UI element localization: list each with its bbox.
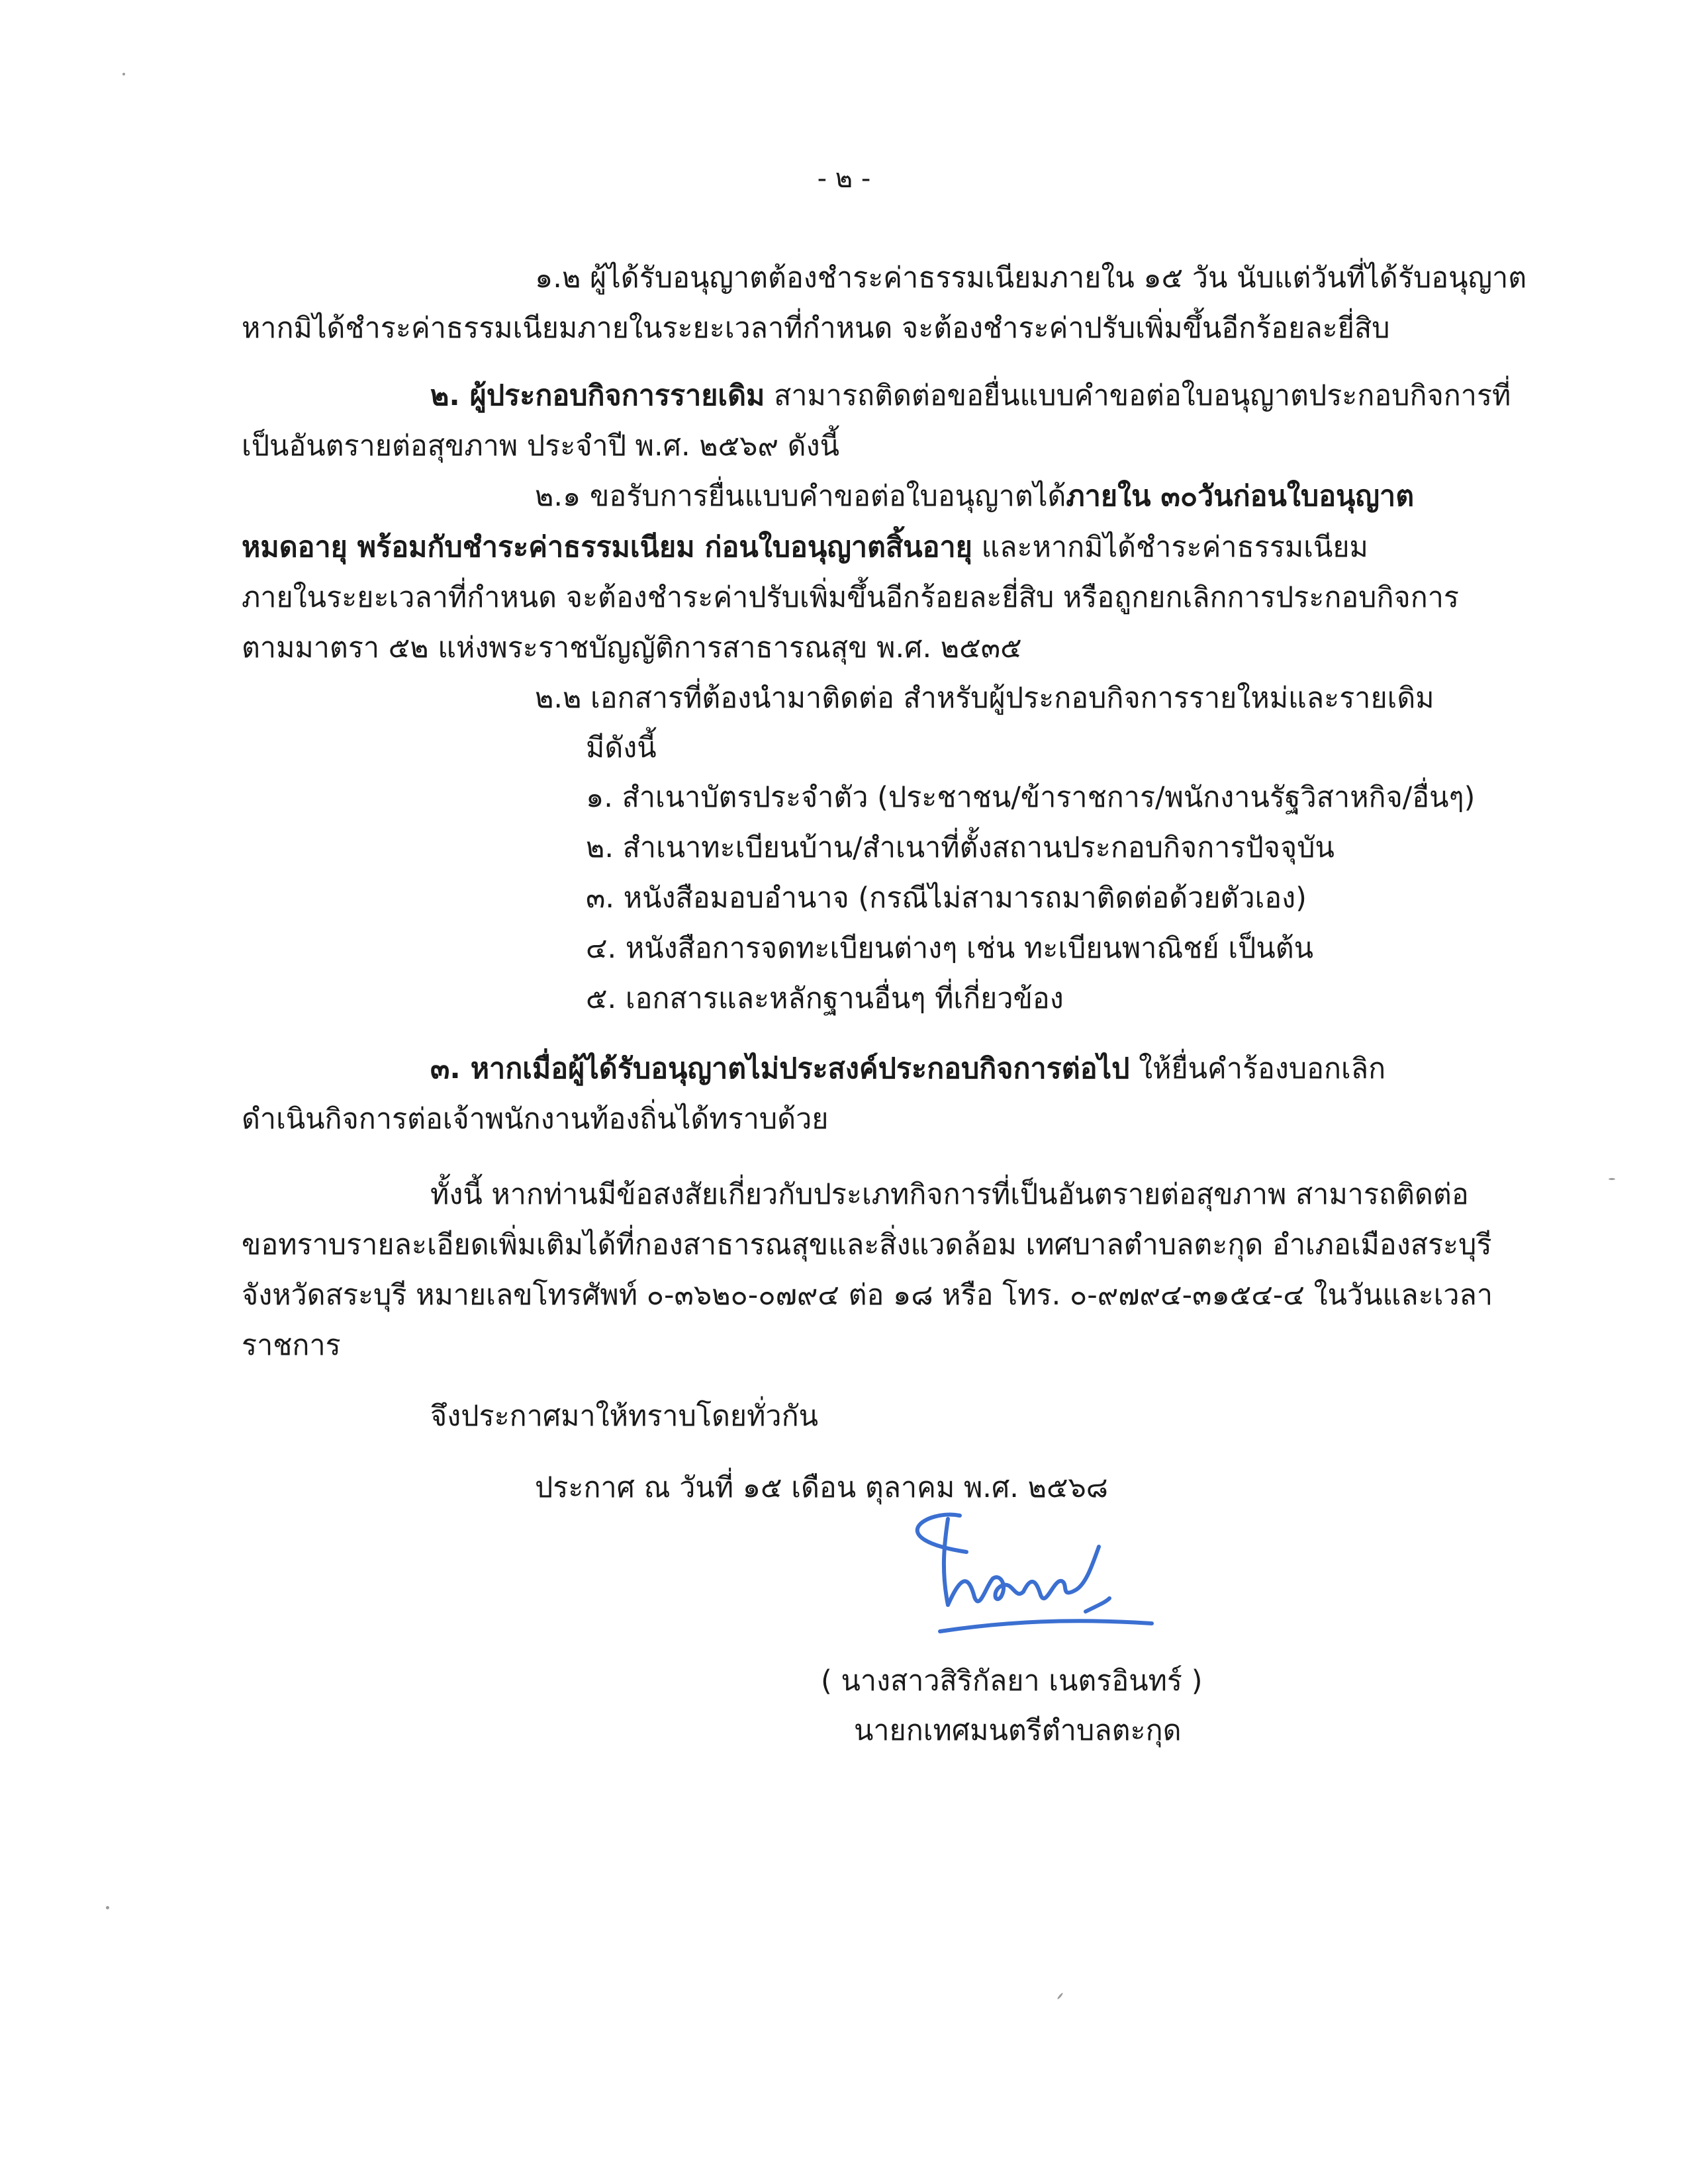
section-3-line-1-rest: ให้ยื่นคำร้องบอกเลิก [1129, 1052, 1386, 1085]
announce-date: ประกาศ ณ วันที่ ๑๕ เดือน ตุลาคม พ.ศ. ๒๕๖๘ [535, 1471, 1108, 1504]
page-number: - ๒ - [817, 163, 871, 194]
section-3-line-2: ดำเนินกิจการต่อเจ้าพนักงานท้องถิ่นได้ทราบด้วย [242, 1103, 829, 1136]
clause-2-1-fee-note: หมดอายุ พร้อมกับชำระค่าธรรมเนียม ก่อนใบอนุญาตสิ้นอายุ [242, 531, 972, 564]
closing-statement: จึงประกาศมาให้ทราบโดยทั่วกัน [430, 1400, 819, 1433]
document-item: ๓. หนังสือมอบอำนาจ (กรณีไม่สามารถมาติดต่อด้วยตัวเอง) [586, 882, 1307, 915]
section-2-line-1-rest: สามารถติดต่อขอยื่นแบบคำขอต่อใบอนุญาตประกอบกิจการที่ [765, 379, 1511, 412]
contact-line-2: ขอทราบรายละเอียดเพิ่มเติมได้ที่กองสาธารณสุขและสิ่งแวดล้อม เทศบาลตำบลตะกุด อำเภอเมืองสระบุรี [242, 1228, 1492, 1261]
clause-1-2-line-1: ๑.๒ ผู้ได้รับอนุญาตต้องชำระค่าธรรมเนียมภายใน ๑๕ วัน นับแต่วันที่ได้รับอนุญาต [535, 261, 1527, 295]
section-3-heading: ๓. หากเมื่อผู้ได้รับอนุญาตไม่ประสงค์ประกอบกิจการต่อไป [430, 1052, 1130, 1085]
contact-line-1: ทั้งนี้ หากท่านมีข้อสงสัยเกี่ยวกับประเภทกิจการที่เป็นอันตรายต่อสุขภาพ สามารถติดต่อ [430, 1178, 1469, 1211]
scan-speck [122, 73, 125, 75]
section-2-line-2: เป็นอันตรายต่อสุขภาพ ประจำปี พ.ศ. ๒๕๖๙ ดังนี้ [242, 430, 839, 463]
section-2-line-1 [430, 376, 1511, 416]
document-item: ๔. หนังสือการจดทะเบียนต่างๆ เช่น ทะเบียนพาณิชย์ เป็นต้น [586, 932, 1314, 965]
scan-speck [1609, 1178, 1615, 1180]
signature [794, 1512, 1192, 1645]
clause-2-1-deadline: ภายใน ๓๐วันก่อนใบอนุญาต [1066, 480, 1415, 513]
contact-line-3: จังหวัดสระบุรี หมายเลขโทรศัพท์ ๐-๓๖๒๐-๐๗๙๔ ต่อ ๑๘ หรือ โทร. ๐-๙๗๙๔-๓๑๕๔-๔ ในวันและเวลา [242, 1279, 1493, 1312]
contact-line-4: ราชการ [242, 1329, 341, 1362]
clause-1-2-line-2: หากมิได้ชำระค่าธรรมเนียมภายในระยะเวลาที่กำหนด จะต้องชำระค่าปรับเพิ่มขึ้นอีกร้อยละยี่สิบ [242, 312, 1390, 345]
clause-2-1-line-4: ตามมาตรา ๕๒ แห่งพระราชบัญญัติการสาธารณสุข พ.ศ. ๒๕๓๕ [242, 631, 1022, 664]
clause-2-1-line-2 [242, 527, 1368, 567]
clause-2-2-line-2: มีดังนี้ [586, 731, 657, 764]
clause-2-1-line-1 [535, 477, 1414, 516]
signer-name: ( นางสาวสิริกัลยา เนตรอินทร์ ) [821, 1664, 1203, 1698]
scan-speck [1056, 1992, 1063, 1999]
section-2-heading: ๒. ผู้ประกอบกิจการรายเดิม [430, 379, 765, 412]
section-3-line-1 [430, 1049, 1385, 1089]
document-item: ๕. เอกสารและหลักฐานอื่นๆ ที่เกี่ยวข้อง [586, 982, 1064, 1015]
clause-2-2-line-1: ๒.๒ เอกสารที่ต้องนำมาติดต่อ สำหรับผู้ประกอบกิจการรายใหม่และรายเดิม [535, 682, 1434, 715]
scan-speck [106, 1906, 109, 1909]
handwritten-signature-icon [794, 1512, 1192, 1645]
signer-title: นายกเทศมนตรีตำบลตะกุด [854, 1714, 1182, 1747]
document-item: ๒. สำเนาทะเบียนบ้าน/สำเนาที่ตั้งสถานประกอบกิจการปัจจุบัน [586, 831, 1335, 864]
clause-2-1-line-3: ภายในระยะเวลาที่กำหนด จะต้องชำระค่าปรับเพิ่มขึ้นอีกร้อยละยี่สิบ หรือถูกยกเลิกการประกอบกิจการ [242, 581, 1459, 614]
clause-2-1-lead: ๒.๑ ขอรับการยื่นแบบคำขอต่อใบอนุญาตได้ [535, 480, 1066, 513]
document-item: ๑. สำเนาบัตรประจำตัว (ประชาชน/ข้าราชการ/พนักงานรัฐวิสาหกิจ/อื่นๆ) [586, 781, 1476, 814]
clause-2-1-line-2-rest: และหากมิได้ชำระค่าธรรมเนียม [972, 531, 1368, 564]
